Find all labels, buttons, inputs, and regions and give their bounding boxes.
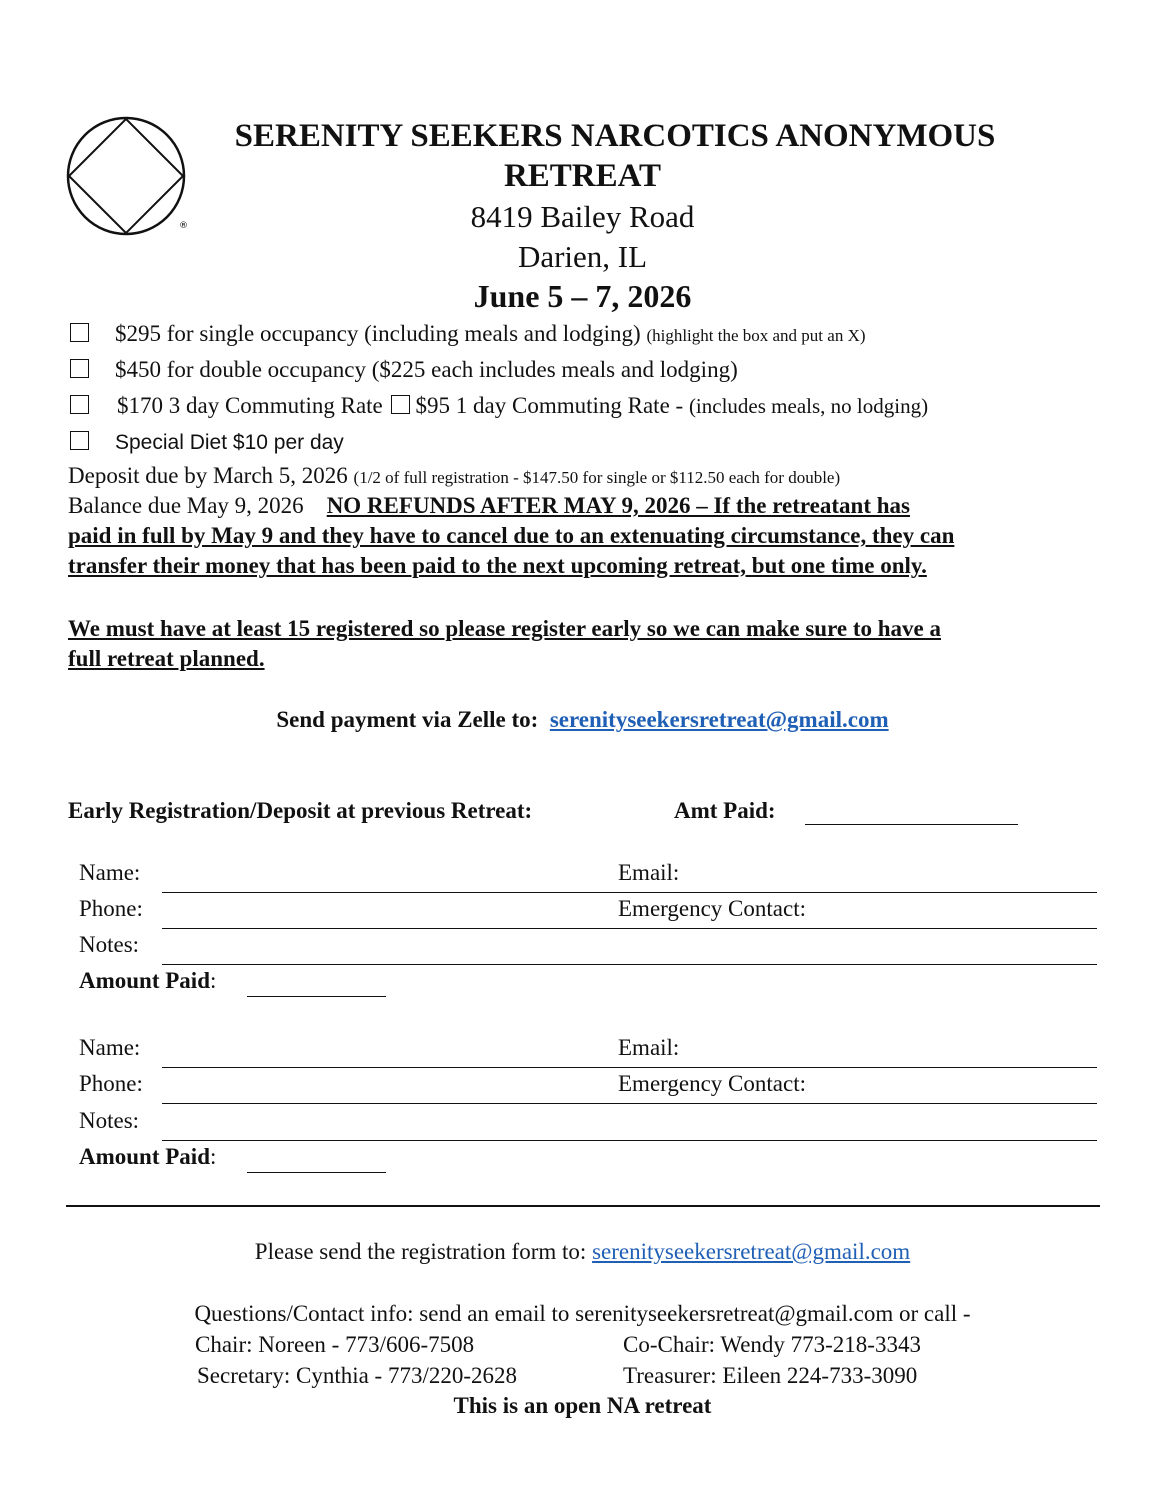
send-form-email-link[interactable]: serenityseekersretreat@gmail.com — [592, 1239, 911, 1264]
form1-phone-emergency-field[interactable] — [162, 928, 1097, 929]
open-retreat-note: This is an open NA retreat — [453, 1393, 712, 1418]
single-occupancy-note: (highlight the box and put an X) — [646, 326, 866, 345]
option-double — [70, 357, 738, 383]
secretary-contact: Secretary: Cynthia - 773/220-2628 — [197, 1363, 518, 1388]
refund-policy-line-3: transfer their money that has been paid to the next upcoming retreat, but one time only. — [68, 553, 927, 578]
send-form-line — [0, 1239, 1165, 1265]
chair-contact: Chair: Noreen - 773/606-7508 — [195, 1332, 475, 1357]
commute-3-day-checkbox[interactable] — [70, 395, 89, 414]
form1-amount-field[interactable] — [247, 996, 386, 997]
balance-text: Balance due May 9, 2026 — [68, 493, 304, 518]
payment-line — [0, 707, 1165, 733]
minimum-registration-line-2: full retreat planned. — [68, 646, 265, 671]
form2-amount-row — [79, 1144, 216, 1170]
commute-1-day-label: $95 1 day Commuting Rate - — [415, 393, 684, 418]
retreat-dates: June 5 – 7, 2026 — [473, 278, 692, 314]
single-occupancy-checkbox[interactable] — [70, 323, 89, 342]
refund-policy-line-2: paid in full by May 9 and they have to cancel due to an extenuating circumstance, they can — [68, 523, 955, 548]
balance-line — [68, 493, 910, 519]
minimum-registration-line-1: We must have at least 15 registered so please register early so we can make sure to have a — [68, 616, 942, 641]
form1-name-label: Name: — [79, 860, 141, 885]
cochair-contact: Co-Chair: Wendy 773-218-3343 — [623, 1332, 921, 1357]
form1-amount-row — [79, 968, 216, 994]
form2-emergency-label: Emergency Contact: — [618, 1071, 806, 1096]
form2-name-label: Name: — [79, 1035, 141, 1060]
option-diet — [70, 429, 344, 455]
treasurer-contact: Treasurer: Eileen 224-733-3090 — [623, 1363, 918, 1388]
single-occupancy-label: $295 for single occupancy (including meals and lodging) — [115, 321, 641, 346]
commute-1-day-checkbox[interactable] — [391, 395, 410, 414]
address-street: 8419 Bailey Road — [470, 199, 695, 234]
form1-phone-label: Phone: — [79, 896, 143, 921]
payment-label: Send payment via Zelle to: — [276, 707, 539, 732]
form2-notes-label: Notes: — [79, 1108, 140, 1133]
deposit-note: (1/2 of full registration - $147.50 for single or $112.50 each for double) — [353, 468, 841, 487]
form1-emergency-label: Emergency Contact: — [618, 896, 806, 921]
double-occupancy-checkbox[interactable] — [70, 359, 89, 378]
form2-amount-field[interactable] — [247, 1172, 386, 1173]
form1-amount-colon: : — [210, 968, 217, 993]
form2-notes-field[interactable] — [162, 1140, 1097, 1141]
form1-amount-label: Amount Paid — [79, 968, 210, 993]
payment-email-link[interactable]: serenityseekersretreat@gmail.com — [549, 707, 889, 732]
deposit-text: Deposit due by March 5, 2026 — [68, 463, 348, 488]
special-diet-label: Special Diet $10 per day — [115, 431, 344, 454]
option-commuting — [70, 393, 928, 419]
form2-phone-emergency-field[interactable] — [162, 1103, 1097, 1104]
registered-mark: ® — [179, 221, 188, 231]
title-line-1: SERENITY SEEKERS NARCOTICS ANONYMOUS — [234, 118, 996, 154]
early-amt-paid-label: Amt Paid: — [674, 798, 776, 823]
form2-amount-colon: : — [210, 1144, 217, 1169]
form2-phone-label: Phone: — [79, 1071, 143, 1096]
form1-email-label: Email: — [618, 860, 680, 885]
section-divider — [66, 1205, 1100, 1207]
form2-email-label: Email: — [618, 1035, 680, 1060]
commute-3-day-label: $170 3 day Commuting Rate — [117, 393, 383, 418]
refund-policy-line-1: NO REFUNDS AFTER MAY 9, 2026 – If the retreatant has — [326, 493, 910, 518]
form1-notes-field[interactable] — [162, 964, 1097, 965]
form1-notes-label: Notes: — [79, 932, 140, 957]
special-diet-checkbox[interactable] — [70, 431, 89, 450]
early-registration-label: Early Registration/Deposit at previous Retreat: — [68, 798, 533, 823]
option-single — [70, 321, 866, 347]
form1-name-email-field[interactable] — [162, 892, 1097, 893]
send-form-label: Please send the registration form to: — [254, 1239, 587, 1264]
address-city: Darien, IL — [517, 239, 648, 274]
questions-line: Questions/Contact info: send an email to serenityseekersretreat@gmail.com or call - — [194, 1301, 971, 1326]
commute-1-day-note: (includes meals, no lodging) — [688, 394, 929, 418]
deposit-line — [68, 463, 840, 489]
title-line-2: RETREAT — [503, 158, 662, 194]
form2-amount-label: Amount Paid — [79, 1144, 210, 1169]
form2-name-email-field[interactable] — [162, 1067, 1097, 1068]
early-amt-paid-field[interactable] — [805, 824, 1018, 825]
double-occupancy-label: $450 for double occupancy ($225 each includes meals and lodging) — [115, 357, 738, 382]
